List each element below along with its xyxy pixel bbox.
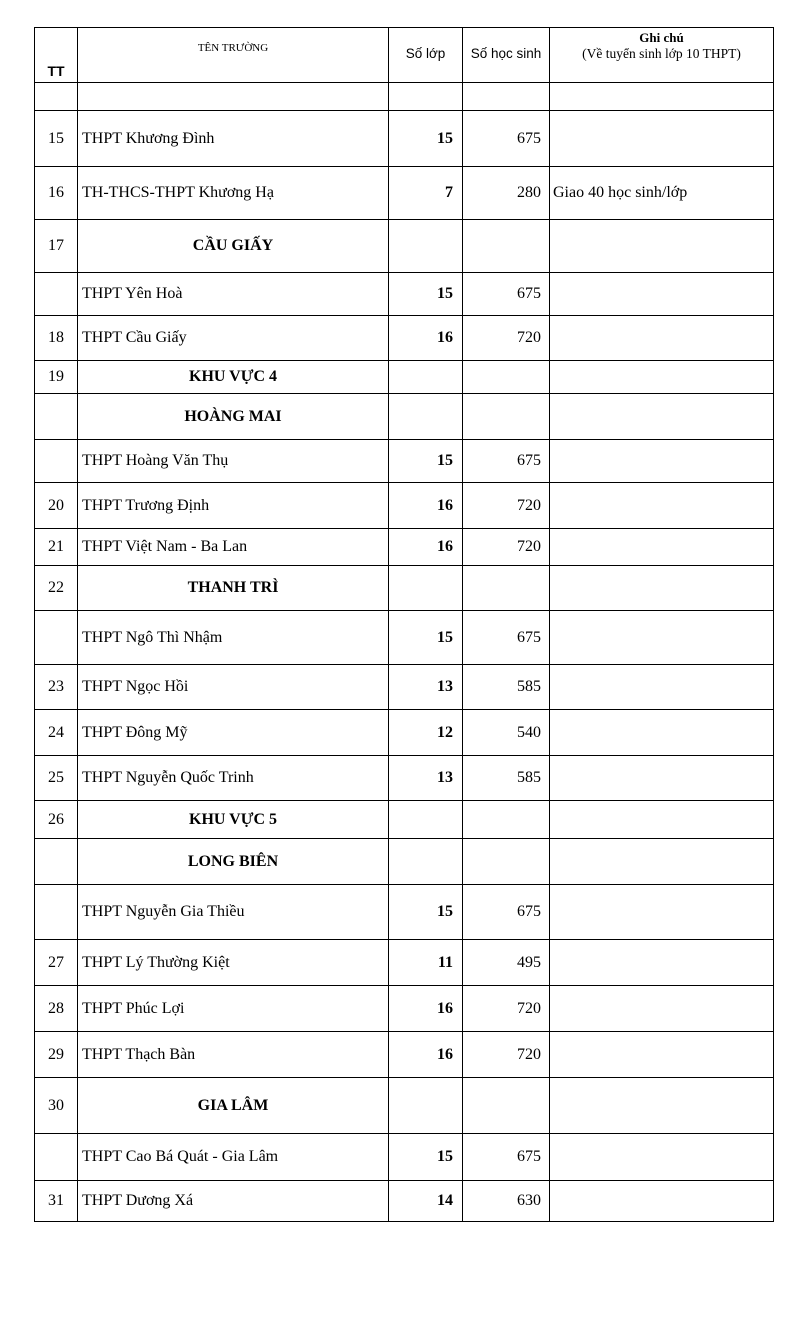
students-cell <box>463 801 550 839</box>
header-classes: Số lớp <box>389 28 463 83</box>
row-number: 15 <box>35 111 78 167</box>
students-count: 675 <box>463 273 550 316</box>
classes-count: 13 <box>389 665 463 710</box>
note-cell <box>550 885 774 940</box>
row-number: 28 <box>35 986 78 1032</box>
students-cell <box>463 1078 550 1134</box>
school-name: THPT Dương Xá <box>78 1181 389 1222</box>
classes-cell <box>389 566 463 611</box>
row-number: 21 <box>35 529 78 566</box>
students-cell <box>463 566 550 611</box>
row-number <box>35 885 78 940</box>
classes-count: 16 <box>389 316 463 361</box>
note-cell <box>550 111 774 167</box>
section-title: KHU VỰC 5 <box>78 801 389 839</box>
classes-cell <box>389 839 463 885</box>
students-count: 540 <box>463 710 550 756</box>
table-row <box>35 1134 774 1181</box>
classes-count: 13 <box>389 756 463 801</box>
header-note <box>550 28 774 83</box>
students-count: 585 <box>463 665 550 710</box>
row-number: 17 <box>35 220 78 273</box>
section-row <box>35 566 774 611</box>
school-name: THPT Ngô Thì Nhậm <box>78 611 389 665</box>
students-count: 720 <box>463 529 550 566</box>
students-count: 675 <box>463 111 550 167</box>
classes-cell <box>389 361 463 394</box>
classes-count: 11 <box>389 940 463 986</box>
school-name: THPT Thạch Bàn <box>78 1032 389 1078</box>
note-cell <box>550 611 774 665</box>
note-cell <box>550 394 774 440</box>
students-cell <box>463 361 550 394</box>
table-row <box>35 885 774 940</box>
row-number: 19 <box>35 361 78 394</box>
note-cell <box>550 1181 774 1222</box>
table-row <box>35 756 774 801</box>
table-body <box>35 83 774 1222</box>
table-row <box>35 483 774 529</box>
students-count: 630 <box>463 1181 550 1222</box>
header-students: Số học sinh <box>463 28 550 83</box>
row-number: 25 <box>35 756 78 801</box>
row-number <box>35 611 78 665</box>
note-cell <box>550 756 774 801</box>
table-row <box>35 167 774 220</box>
section-title: LONG BIÊN <box>78 839 389 885</box>
students-count: 675 <box>463 885 550 940</box>
section-title: THANH TRÌ <box>78 566 389 611</box>
table-header-row <box>35 28 774 83</box>
table-row <box>35 1032 774 1078</box>
school-name: TH-THCS-THPT Khương Hạ <box>78 167 389 220</box>
note-cell <box>550 361 774 394</box>
table-row <box>35 316 774 361</box>
row-number: 22 <box>35 566 78 611</box>
students-count: 720 <box>463 483 550 529</box>
classes-count: 16 <box>389 1032 463 1078</box>
school-name: THPT Khương Đình <box>78 111 389 167</box>
students-count: 720 <box>463 316 550 361</box>
school-name: THPT Phúc Lợi <box>78 986 389 1032</box>
section-title: KHU VỰC 4 <box>78 361 389 394</box>
classes-cell <box>389 801 463 839</box>
classes-count: 16 <box>389 986 463 1032</box>
note-cell <box>550 316 774 361</box>
header-tt: TT <box>35 28 78 83</box>
section-title: HOÀNG MAI <box>78 394 389 440</box>
row-number: 29 <box>35 1032 78 1078</box>
table-row <box>35 665 774 710</box>
row-number <box>35 1134 78 1181</box>
classes-count: 15 <box>389 273 463 316</box>
note-cell <box>550 986 774 1032</box>
row-number: 24 <box>35 710 78 756</box>
row-number: 30 <box>35 1078 78 1134</box>
school-name: THPT Lý Thường Kiệt <box>78 940 389 986</box>
row-number: 16 <box>35 167 78 220</box>
students-count: 675 <box>463 1134 550 1181</box>
classes-count: 15 <box>389 611 463 665</box>
note-cell <box>550 1134 774 1181</box>
students-count: 720 <box>463 1032 550 1078</box>
students-count: 280 <box>463 167 550 220</box>
school-name: THPT Yên Hoà <box>78 273 389 316</box>
table-row-blank <box>35 83 774 111</box>
row-number <box>35 440 78 483</box>
classes-cell <box>389 220 463 273</box>
students-count: 675 <box>463 611 550 665</box>
note-cell <box>550 710 774 756</box>
row-number: 18 <box>35 316 78 361</box>
classes-count: 16 <box>389 483 463 529</box>
table-row <box>35 1181 774 1222</box>
school-enrollment-table <box>34 27 774 1222</box>
school-name: THPT Cầu Giấy <box>78 316 389 361</box>
note-cell <box>550 529 774 566</box>
row-number <box>35 394 78 440</box>
section-row <box>35 220 774 273</box>
note-cell <box>550 1032 774 1078</box>
row-number <box>35 839 78 885</box>
note-cell <box>550 273 774 316</box>
header-school-name: TÊN TRƯỜNG <box>78 28 389 83</box>
section-row <box>35 394 774 440</box>
students-count: 585 <box>463 756 550 801</box>
classes-count: 7 <box>389 167 463 220</box>
school-name: THPT Đông Mỹ <box>78 710 389 756</box>
table-row <box>35 940 774 986</box>
school-name: THPT Việt Nam - Ba Lan <box>78 529 389 566</box>
classes-count: 14 <box>389 1181 463 1222</box>
classes-count: 15 <box>389 111 463 167</box>
students-cell <box>463 394 550 440</box>
row-number: 26 <box>35 801 78 839</box>
row-number: 23 <box>35 665 78 710</box>
students-count: 720 <box>463 986 550 1032</box>
table-row <box>35 710 774 756</box>
students-cell <box>463 220 550 273</box>
classes-count: 16 <box>389 529 463 566</box>
school-name: THPT Cao Bá Quát - Gia Lâm <box>78 1134 389 1181</box>
section-title: CẦU GIẤY <box>78 220 389 273</box>
classes-count: 15 <box>389 885 463 940</box>
school-name: THPT Nguyễn Quốc Trinh <box>78 756 389 801</box>
table-row <box>35 273 774 316</box>
row-number: 20 <box>35 483 78 529</box>
note-cell <box>550 940 774 986</box>
note-cell <box>550 566 774 611</box>
table-row <box>35 611 774 665</box>
table-row <box>35 440 774 483</box>
section-row <box>35 1078 774 1134</box>
note-cell <box>550 1078 774 1134</box>
note-cell <box>550 665 774 710</box>
classes-cell <box>389 1078 463 1134</box>
section-title: GIA LÂM <box>78 1078 389 1134</box>
note-cell <box>550 801 774 839</box>
classes-cell <box>389 394 463 440</box>
section-row <box>35 801 774 839</box>
table-row <box>35 529 774 566</box>
school-name: THPT Nguyễn Gia Thiều <box>78 885 389 940</box>
note-cell <box>550 220 774 273</box>
note-cell <box>550 440 774 483</box>
classes-count: 15 <box>389 1134 463 1181</box>
students-cell <box>463 839 550 885</box>
row-number <box>35 273 78 316</box>
note-cell: Giao 40 học sinh/lớp <box>550 167 774 220</box>
section-row <box>35 839 774 885</box>
students-count: 675 <box>463 440 550 483</box>
classes-count: 15 <box>389 440 463 483</box>
header-note-title: Ghi chú <box>639 30 684 45</box>
school-name: THPT Trương Định <box>78 483 389 529</box>
note-cell <box>550 839 774 885</box>
students-count: 495 <box>463 940 550 986</box>
row-number: 27 <box>35 940 78 986</box>
section-row <box>35 361 774 394</box>
school-name: THPT Hoàng Văn Thụ <box>78 440 389 483</box>
header-note-subtitle: (Về tuyển sinh lớp 10 THPT) <box>582 46 741 61</box>
table-row <box>35 986 774 1032</box>
school-name: THPT Ngọc Hồi <box>78 665 389 710</box>
classes-count: 12 <box>389 710 463 756</box>
row-number: 31 <box>35 1181 78 1222</box>
table-row <box>35 111 774 167</box>
note-cell <box>550 483 774 529</box>
